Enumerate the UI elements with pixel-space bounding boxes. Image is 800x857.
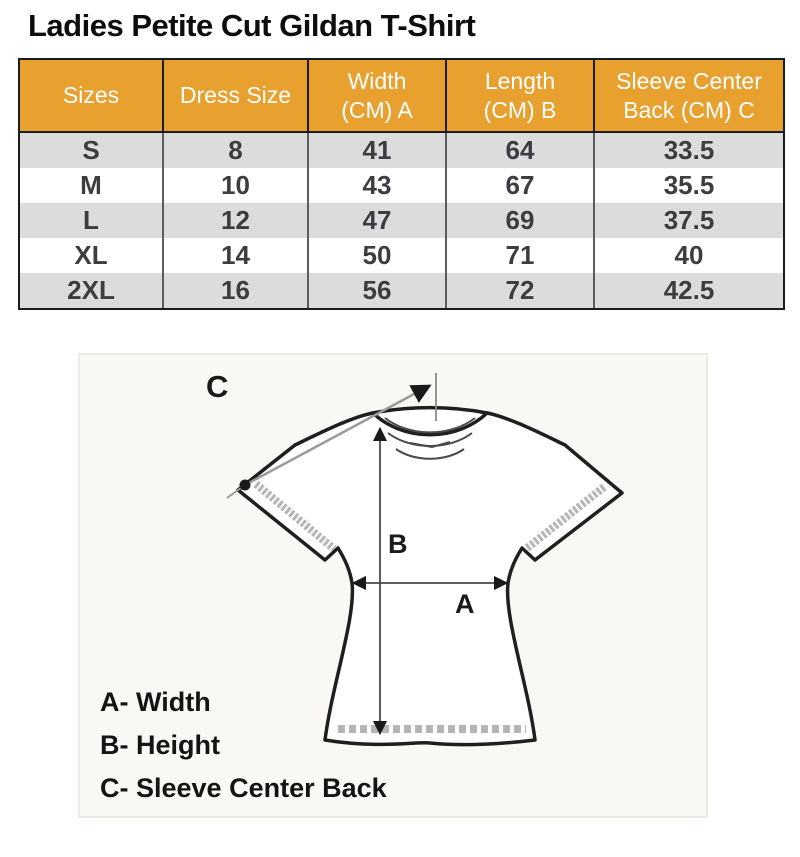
col-header-line: Dress Size <box>179 82 292 108</box>
page-title: Ladies Petite Cut Gildan T-Shirt <box>28 8 476 43</box>
cell-length: 64 <box>445 133 593 168</box>
col-header-sleeve-center-back <box>593 60 783 131</box>
cell-length: 67 <box>445 168 593 203</box>
col-header-line: Back (CM) C <box>623 96 755 123</box>
table-row-2xl <box>20 273 783 308</box>
col-header-line: Width <box>347 67 407 94</box>
cell-length: 71 <box>445 238 593 273</box>
cell-length: 72 <box>445 273 593 308</box>
cell-size: L <box>83 205 99 235</box>
col-header-dress-size <box>162 60 307 131</box>
legend-width: A- Width <box>100 687 211 717</box>
measurement-diagram <box>78 353 708 818</box>
cell-sleeve: 35.5 <box>593 168 783 203</box>
cell-size: S <box>82 135 100 165</box>
cell-size: M <box>80 170 102 200</box>
col-header-line: (CM) B <box>483 96 557 123</box>
cell-width: 56 <box>307 273 445 308</box>
cell-size: XL <box>74 240 108 270</box>
cell-dress-size: 8 <box>162 133 307 168</box>
label-b: B <box>388 529 408 559</box>
size-chart-table <box>18 58 785 310</box>
cell-sleeve: 37.5 <box>593 203 783 238</box>
cell-dress-size: 10 <box>162 168 307 203</box>
label-a: A <box>455 589 475 619</box>
cell-size: 2XL <box>67 275 115 305</box>
cell-length: 69 <box>445 203 593 238</box>
legend-sleeve-center-back: C- Sleeve Center Back <box>100 773 387 803</box>
col-header-length <box>445 60 593 131</box>
col-header-line: Length <box>484 67 556 94</box>
cell-dress-size: 14 <box>162 238 307 273</box>
col-header-line: Sleeve Center <box>616 67 762 94</box>
table-row-l <box>20 203 783 238</box>
table-header-row <box>20 60 783 133</box>
label-c: C <box>206 369 229 404</box>
table-row-m <box>20 168 783 203</box>
cell-sleeve: 33.5 <box>593 133 783 168</box>
cell-sleeve: 40 <box>593 238 783 273</box>
col-header-line: Sizes <box>62 82 120 108</box>
cell-width: 47 <box>307 203 445 238</box>
col-header-sizes <box>20 60 162 131</box>
table-row-xl <box>20 238 783 273</box>
cell-width: 43 <box>307 168 445 203</box>
cell-dress-size: 12 <box>162 203 307 238</box>
table-row-s <box>20 133 783 168</box>
cell-sleeve: 42.5 <box>593 273 783 308</box>
cell-dress-size: 16 <box>162 273 307 308</box>
cell-width: 50 <box>307 238 445 273</box>
col-header-width <box>307 60 445 131</box>
col-header-line: (CM) A <box>341 96 413 123</box>
legend-height: B- Height <box>100 730 220 760</box>
cell-width: 41 <box>307 133 445 168</box>
